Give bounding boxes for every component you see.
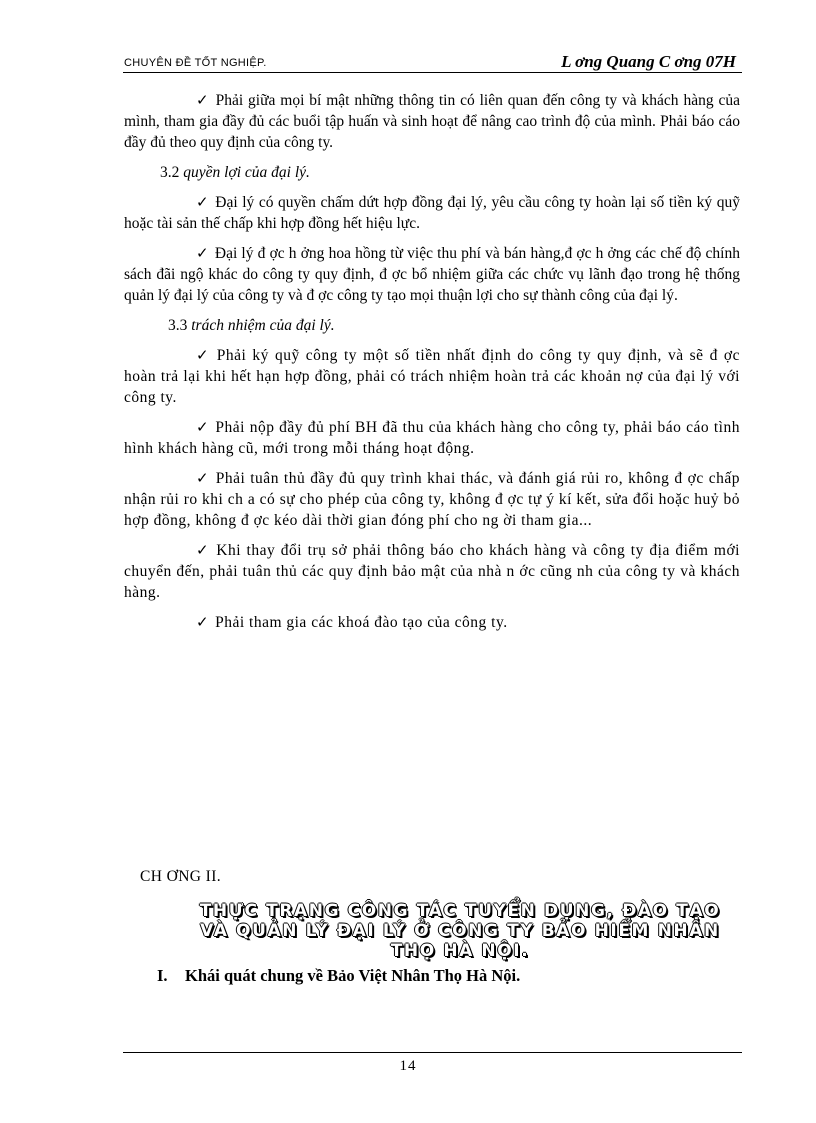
checkmark-icon: ✓ [196, 541, 211, 559]
checkmark-icon: ✓ [196, 244, 209, 262]
paragraph-training: ✓ Phải tham gia các khoá đào tạo của công ty. [196, 613, 508, 631]
checkmark-icon: ✓ [196, 346, 211, 364]
paragraph-risk-process: ✓ Phải tuân thủ đầy đủ quy trình khai thác, và đánh giá rủi ro, không đ ợc chấp nhận rủi ro khi ch a có sự cho phép của công ty, không đ ợc tự ý kí kết, sửa đổi hoặc huỷ bỏ hợp đồng, không đ ợc kéo dài thời gian đóng phí cho ng ời tham gia... [124, 469, 740, 529]
paragraph-office-change: ✓ Khi thay đổi trụ sở phải thông báo cho khách hàng và công ty địa điểm mới chuyển đến, phải tuân thủ các quy định bảo mật của nhà n ớc cũng nh của công ty và khách hàng. [124, 541, 740, 601]
checkmark-icon: ✓ [196, 418, 210, 436]
checkmark-icon: ✓ [196, 469, 210, 487]
page-body [124, 90, 740, 633]
checkmark-icon: ✓ [196, 91, 210, 109]
paragraph-deposit: ✓ Phải ký quỹ công ty một số tiền nhất định do công ty quy định, và sẽ đ ợc hoàn trả lại khi hết hạn hợp đồng, phải có trách nhiệm hoàn trả các khoản nợ của đại lý với công ty. [124, 346, 740, 406]
paragraph-commission-benefits: ✓ Đại lý đ ợc h ởng hoa hồng từ việc thu phí và bán hàng,đ ợc h ởng các chế độ chính sách đãi ngộ khác do công ty quy định, đ ợc bổ nhiệm giữa các chức vụ lãnh đạo trong hệ thống quản lý đại lý của công ty và đ ợc công ty tạo mọi thuận lợi cho sự thành công của đại lý. [124, 244, 740, 304]
paragraph-premium-report: ✓ Phải nộp đầy đủ phí BH đã thu của khách hàng cho công ty, phải báo cáo tình hình khách hàng cũ, mới trong mỗi tháng hoạt động. [124, 418, 740, 457]
header-rule [123, 72, 742, 73]
running-header-title: CHUYÊN ĐỀ TỐT NGHIỆP. [124, 57, 267, 69]
paragraph-terminate-contract: ✓ Đại lý có quyền chấm dứt hợp đồng đại lý, yêu cầu công ty hoàn lại số tiền ký quỹ hoặc tài sản thế chấp khi hợp đồng hết hiệu lực. [124, 193, 740, 232]
section-heading: I. Khái quát chung về Bảo Việt Nhân Thọ Hà Nội. [157, 966, 521, 985]
checkmark-icon: ✓ [196, 193, 210, 211]
checkmark-icon: ✓ [196, 613, 210, 631]
running-header-author: L ơng Quang C ơng 07H [561, 52, 736, 71]
paragraph-confidentiality: ✓ Phải giữa mọi bí mật những thông tin có liên quan đến công ty và khách hàng của mình, tham gia đầy đủ các buổi tập huấn và sinh hoạt để nâng cao trình độ của mình. Phải báo cáo đầy đủ theo quy định của công ty. [124, 91, 740, 151]
footer-rule [123, 1052, 742, 1053]
chapter-label: CH ƠNG II. [140, 868, 222, 885]
chapter-title: THỰC TRẠNG CÔNG TÁC TUYỂN DỤNG, ĐÀO TẠO VÀ QUẢN LÝ ĐẠI LÝ Ở CÔNG TY BẢO HIỂM NHÂN THỌ HÀ NỘI. [199, 901, 721, 961]
page-number: 14 [399, 1058, 417, 1074]
subheading-3-2: 3.2 quyền lợi của đại lý. [160, 164, 310, 181]
subheading-3-3: 3.3 trách nhiệm của đại lý. [168, 317, 335, 334]
